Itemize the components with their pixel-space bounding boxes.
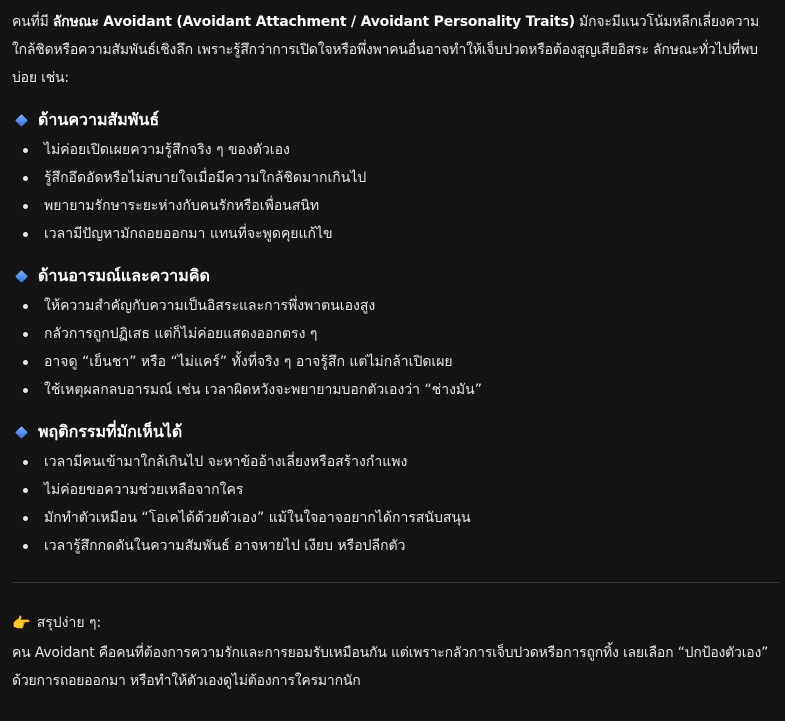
summary-heading [12,609,773,637]
section-heading-behavior [12,418,773,446]
blue-diamond-icon [15,114,28,127]
blue-diamond-icon [15,426,28,439]
list-item: ให้ความสำคัญกับความเป็นอิสระและการพึ่งพาตนเองสูง [12,292,773,320]
list-item: มักทำตัวเหมือน “โอเคได้ด้วยตัวเอง” แม้ในใจอาจอยากได้การสนับสนุน [12,504,773,532]
list-item: ไม่ค่อยเปิดเผยความรู้สึกจริง ๆ ของตัวเอง [12,136,773,164]
section-title: ด้านความสัมพันธ์ [38,110,160,129]
intro-text-before: คนที่มี [12,14,53,30]
section-title: ด้านอารมณ์และความคิด [38,266,210,285]
section-heading-relationship [12,106,773,134]
list-item: เวลารู้สึกกดดันในความสัมพันธ์ อาจหายไป เงียบ หรือปลีกตัว [12,532,773,560]
section-heading-emotion [12,262,773,290]
list-item: กลัวการถูกปฏิเสธ แต่ก็ไม่ค่อยแสดงออกตรง ๆ [12,320,773,348]
list-item: อาจดู “เย็นชา” หรือ “ไม่แคร์” ทั้งที่จริง ๆ อาจรู้สึก แต่ไม่กล้าเปิดเผย [12,348,773,376]
bullet-list-relationship [12,136,773,248]
list-item: พยายามรักษาระยะห่างกับคนรักหรือเพื่อนสนิท [12,192,773,220]
list-item: เวลามีคนเข้ามาใกล้เกินไป จะหาข้ออ้างเลี่ยงหรือสร้างกำแพง [12,448,773,476]
intro-bold-term: ลักษณะ Avoidant (Avoidant Attachment / Avoidant Personality Traits) [52,14,575,30]
bullet-list-behavior [12,448,773,560]
bullet-list-emotion [12,292,773,404]
list-item: รู้สึกอึดอัดหรือไม่สบายใจเมื่อมีความใกล้ชิดมากเกินไป [12,164,773,192]
divider [12,582,780,583]
blue-diamond-icon [15,270,28,283]
section-title: พฤติกรรมที่มักเห็นได้ [38,422,183,441]
list-item: ไม่ค่อยขอความช่วยเหลือจากใคร [12,476,773,504]
summary-heading-label: สรุปง่าย ๆ: [36,615,102,631]
pointing-hand-icon: 👉 [12,614,31,632]
list-item: ใช้เหตุผลกลบอารมณ์ เช่น เวลาผิดหวังจะพยายามบอกตัวเองว่า “ช่างมัน” [12,376,773,404]
intro-paragraph [12,8,773,92]
list-item: เวลามีปัญหามักถอยออกมา แทนที่จะพูดคุยแก้ไข [12,220,773,248]
summary-text: คน Avoidant คือคนที่ต้องการความรักและการยอมรับเหมือนกัน แต่เพราะกลัวการเจ็บปวดหรือการถูกทิ้ง เลยเลือก “ปกป้องตัวเอง” ด้วยการถอยออกมา หรือทำให้ตัวเองดูไม่ต้องการใครมากนัก [12,645,769,689]
intro-text-after: มักจะมีแนวโน้มหลีกเลี่ยงความใกล้ชิดหรือความสัมพันธ์เชิงลึก เพราะรู้สึกว่าการเปิดใจหรือพึ่งพาคนอื่นอาจทำให้เจ็บปวดหรือต้องสูญเสียอิสระ ลักษณะทั่วไปที่พบบ่อย เช่น: [12,14,760,86]
